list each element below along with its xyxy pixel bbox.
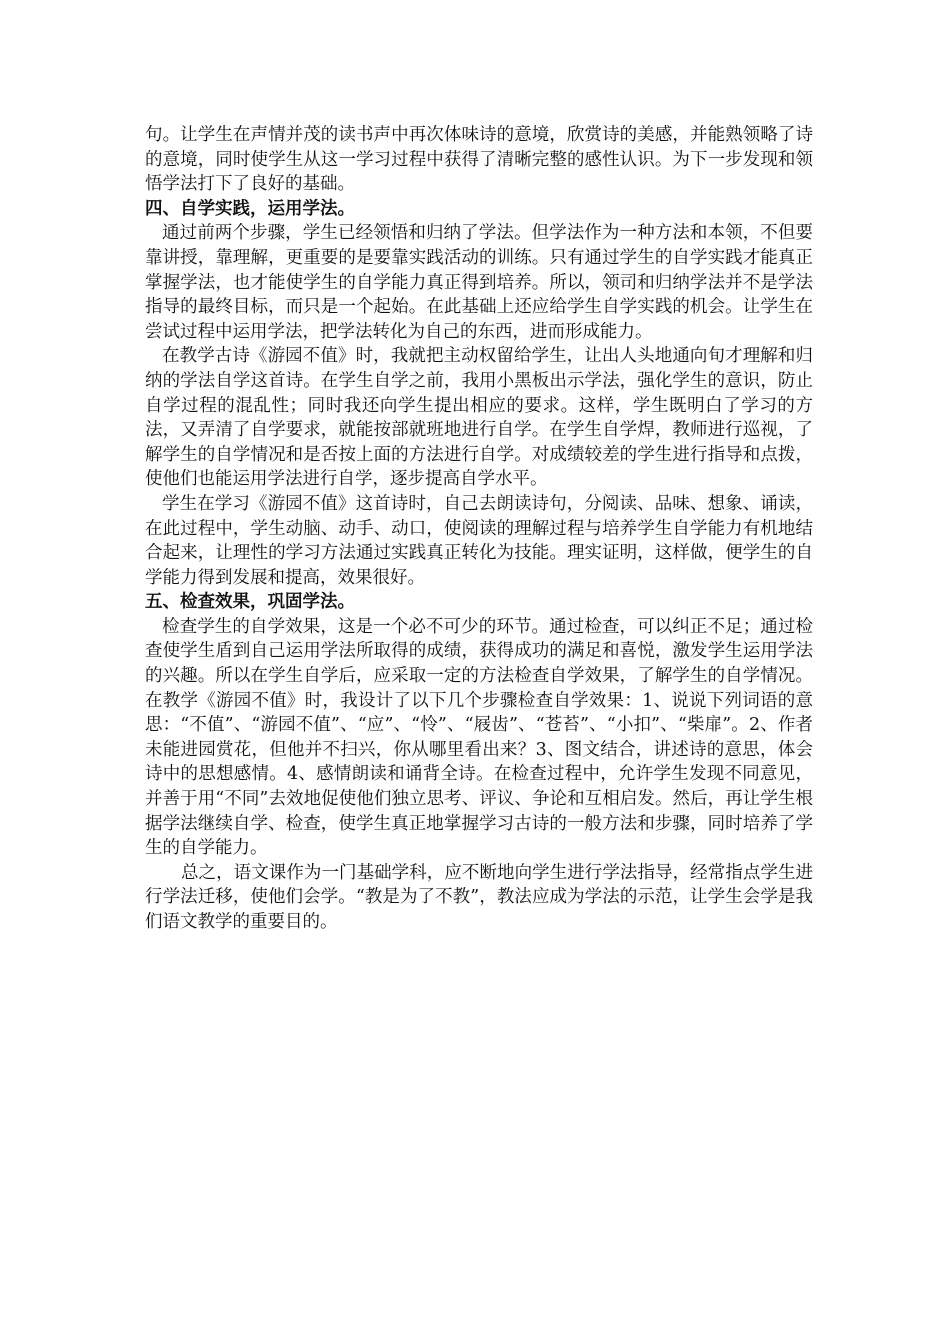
paragraph: 检查学生的自学效果，这是一个必不可少的环节。通过检查，可以纠正不足；通过检查使学生盾到自己运用学法所取得的成绩，获得成功的满足和喜悦，激发学生运用学法的兴趣。所以在学生自学后，应采取一定的方法检查自学效果，了解学生的自学情况。在教学《游园不值》时，我设计了以下几个步骤检查自学效果：1、说说下列词语的意思：“不值”、“游园不值”、“应”、“怜”、“屐齿”、“苍苔”、“小扣”、“柴扉”。2、作者未能进园赏花，但他并不扫兴，你从哪里看出来？3、图文结合，讲述诗的意思，体会诗中的思想感情。4、感情朗读和诵背全诗。在检查过程中，允许学生发现不同意见，并善于用“不同”去效地促使他们独立思考、评议、争论和互相启发。然后，再让学生根据学法继续自学、检查，使学生真正地掌握学习古诗的一般方法和步骤，同时培养了学生的自学能力。 [145,616,813,859]
paragraph-continuation: 句。让学生在声情并茂的读书声中再次体味诗的意境，欣赏诗的美感，并能熟领略了诗的意境，同时使学生从这一学习过程中获得了清晰完整的感性认识。为下一步发现和领悟学法打下了良好的基础。 [145,125,813,195]
paragraph: 在教学古诗《游园不值》时，我就把主动权留给学生，让出人头地通向旬才理解和归纳的学法自学这首诗。在学生自学之前，我用小黑板出示学法，强化学生的意识，防止自学过程的混乱性；同时我还向学生提出相应的要求。这样，学生既明白了学习的方法，又弄清了自学要求，就能按部就班地进行自学。在学生自学焊，教师进行巡视，了解学生的自学情况和是否按上面的方法进行自学。对成绩较差的学生进行指导和点拨，使他们也能运用学法进行自学，逐步提高自学水平。 [145,346,813,490]
paragraph: 学生在学习《游园不值》这首诗时，自己去朗读诗句，分阅读、品味、想象、诵读，在此过程中，学生动脑、动手、动口，使阅读的理解过程与培养学生自学能力有机地结合起来，让理性的学习方法通过实践真正转化为技能。理实证明，这样做，便学生的自学能力得到发展和提高，效果很好。 [145,493,813,588]
section-heading-4: 四、自学实践，运用学法。 [145,198,355,219]
paragraph-conclusion: 总之，语文课作为一门基础学科，应不断地向学生进行学法指导，经常指点学生进行学法迁移，使他们会学。“教是为了不教”，教法应成为学法的示范，让学生会学是我们语文教学的重要目的。 [145,862,813,932]
document-body [145,123,813,935]
paragraph: 通过前两个步骤，学生已经领悟和归纳了学法。但学法作为一种方法和本领，不但要靠讲授，靠理解，更重要的是要靠实践活动的训练。只有通过学生的自学实践才能真正掌握学法，也才能使学生的自学能力真正得到培养。所以，领司和归纳学法并不是学法指导的最终目标，而只是一个起始。在此基础上还应给学生自学实践的机会。让学生在尝试过程中运用学法，把学法转化为自己的东西，进而形成能力。 [145,223,813,342]
section-heading-5: 五、检查效果，巩固学法。 [145,592,355,613]
